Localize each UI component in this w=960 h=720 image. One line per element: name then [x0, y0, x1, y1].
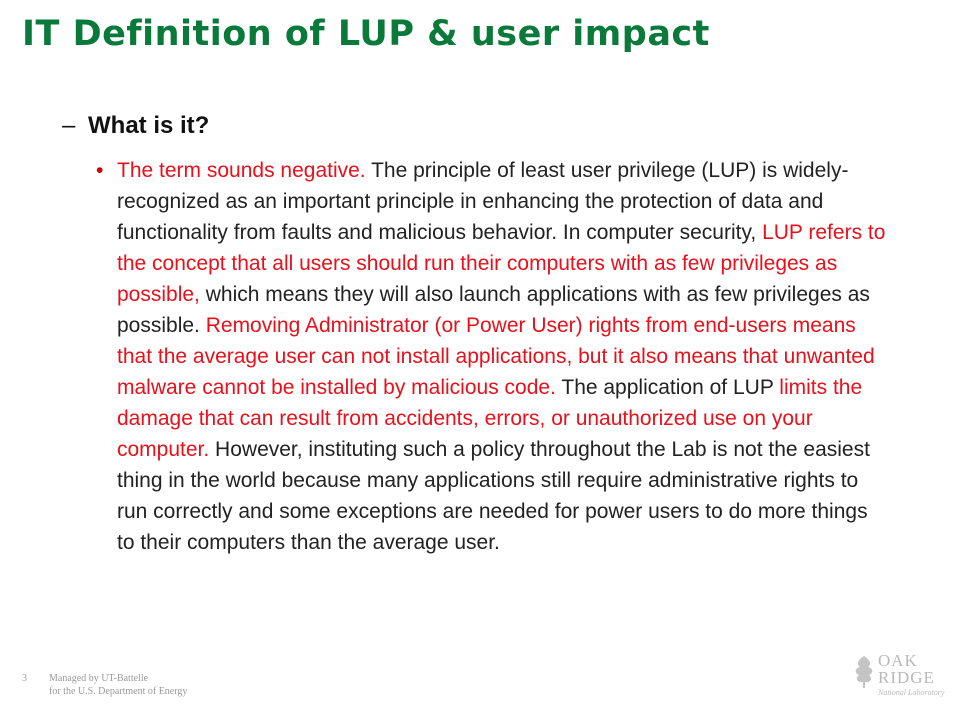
text-run: which means they will also launch applications with as few privileges as possible.: [117, 283, 870, 337]
level1-heading: What is it?: [88, 112, 210, 139]
logo-text-ridge: RIDGE: [878, 668, 935, 687]
text-run: The principle of least user privilege (LUP) is widely-recognized as an important principle in enhancing the protection of data and functionality from faults and malicious behavior. In computer security,: [117, 159, 849, 244]
oak-ridge-logo: [852, 651, 945, 701]
text-run: Removing Administrator (or Power User) rights from end-users means that the average user can not install applications, but it also means that unwanted malware cannot be installed by malicious code.: [117, 314, 875, 399]
level1-bullet: [62, 112, 209, 140]
text-run: The application of LUP: [555, 376, 780, 399]
text-run: The term sounds negative.: [117, 159, 366, 182]
text-run: LUP refers to the concept that all users should run their computers with as few privileges as possible,: [117, 221, 886, 306]
text-run: However, instituting such a policy throughout the Lab is not the easiest thing in the world because many applications still require administrative rights to run correctly and some exceptions are needed for power users to do more things to their computers than the average user.: [117, 438, 870, 554]
body-paragraph: [96, 155, 886, 558]
dash-bullet-icon: –: [62, 112, 76, 139]
footer-line-1: Managed by UT-Battelle: [49, 673, 149, 684]
logo-text-oak: OAK: [878, 651, 918, 670]
logo-text-national-laboratory: National Laboratory: [878, 688, 945, 697]
text-run: limits the damage that can result from accidents, errors, or unauthorized use on your computer.: [117, 376, 863, 461]
slide-title: IT Definition of LUP & user impact: [22, 14, 710, 54]
level2-bullet: [96, 155, 886, 558]
bullet-icon: •: [96, 159, 104, 182]
footer-line-2: for the U.S. Department of Energy: [49, 686, 188, 697]
oak-leaf-icon: [852, 655, 876, 689]
slide-number: 3: [22, 673, 27, 684]
